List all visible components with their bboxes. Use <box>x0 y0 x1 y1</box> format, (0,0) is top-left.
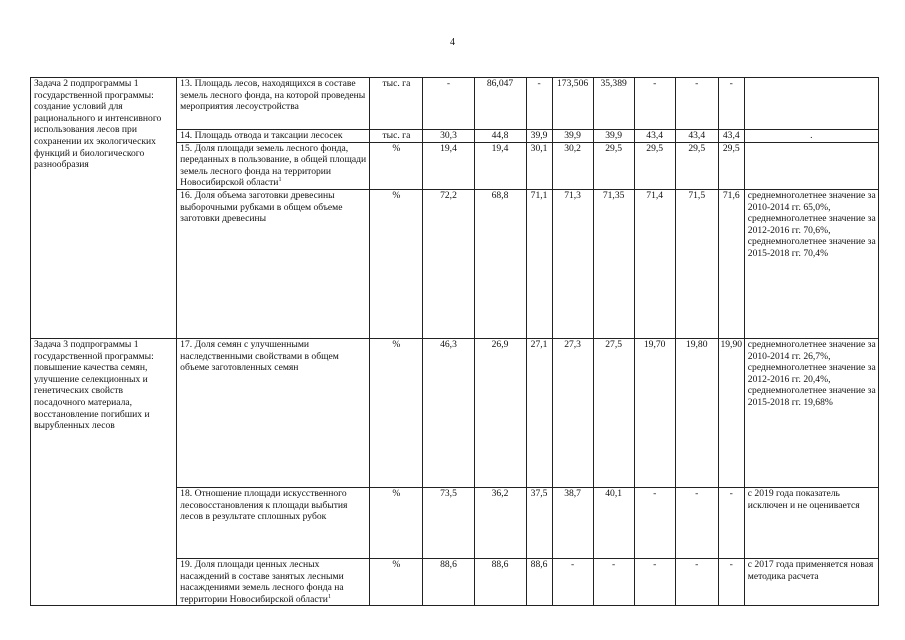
value-cell: 19,70 <box>634 338 675 487</box>
value-cell: 71,4 <box>634 189 675 338</box>
value-cell: 19,4 <box>423 142 474 189</box>
note-cell: с 2017 года применяется новая методика расчета <box>744 558 878 605</box>
note-cell: среднемноголетнее значение за 2010-2014 гг. 65,0%, среднемноголетнее значение за 2012-2016 гг. 70,6%, среднемноголетнее значение за 2015-2018 гг. 70,4% <box>744 189 878 338</box>
value-cell: - <box>634 78 675 130</box>
value-cell: - <box>423 78 474 130</box>
indicator-text: 15. Доля площади земель лесного фонда, переданных в пользование, в общей площади земель лесного фонда на территории Новосибирской области <box>180 142 367 189</box>
value-cell: 29,5 <box>718 142 744 189</box>
value-cell: 39,9 <box>552 130 593 143</box>
value-cell: 88,6 <box>474 558 526 605</box>
indicator-cell: 18. Отношение площади искусственного лесовосстановления к площади выбытия лесов в результате сплошных рубок <box>177 487 370 558</box>
indicator-cell <box>177 142 370 189</box>
unit-cell: % <box>370 142 423 189</box>
value-cell: 37,5 <box>526 487 552 558</box>
indicators-table <box>30 77 879 606</box>
unit-cell: % <box>370 487 423 558</box>
value-cell: 73,5 <box>423 487 474 558</box>
note-cell <box>744 78 878 130</box>
indicator-cell: 14. Площадь отвода и таксации лесосек <box>177 130 370 143</box>
value-cell: 27,1 <box>526 338 552 487</box>
value-cell: 19,80 <box>675 338 718 487</box>
value-cell: 68,8 <box>474 189 526 338</box>
value-cell: 19,90 <box>718 338 744 487</box>
value-cell: 27,5 <box>593 338 634 487</box>
value-cell: - <box>675 78 718 130</box>
value-cell: 88,6 <box>423 558 474 605</box>
value-cell: 29,5 <box>675 142 718 189</box>
value-cell: - <box>718 78 744 130</box>
table-row <box>31 78 879 130</box>
value-cell: - <box>675 558 718 605</box>
value-cell: 72,2 <box>423 189 474 338</box>
value-cell: - <box>634 558 675 605</box>
note-cell: с 2019 года показатель исключен и не оценивается <box>744 487 878 558</box>
value-cell: - <box>718 558 744 605</box>
value-cell: 46,3 <box>423 338 474 487</box>
value-cell: 35,389 <box>593 78 634 130</box>
value-cell: 86,047 <box>474 78 526 130</box>
value-cell: 43,4 <box>634 130 675 143</box>
value-cell: 71,35 <box>593 189 634 338</box>
page-number: 4 <box>450 37 455 48</box>
value-cell: 43,4 <box>718 130 744 143</box>
value-cell: 38,7 <box>552 487 593 558</box>
value-cell: - <box>593 558 634 605</box>
value-cell: 44,8 <box>474 130 526 143</box>
unit-cell: % <box>370 189 423 338</box>
note-cell <box>744 142 878 189</box>
value-cell: 27,3 <box>552 338 593 487</box>
value-cell: 71,3 <box>552 189 593 338</box>
value-cell: 39,9 <box>593 130 634 143</box>
indicator-cell <box>177 558 370 605</box>
note-cell: среднемноголетнее значение за 2010-2014 гг. 26,7%, среднемноголетнее значение за 2012-2016 гг. 20,4%, среднемноголетнее значение за 2015-2018 гг. 19,68% <box>744 338 878 487</box>
task-cell: Задача 2 подпрограммы 1 государственной программы: создание условий для рационального и интенсивного использования лесов при сохранении их экологических функций и биологического разнообразия <box>31 78 177 339</box>
value-cell: - <box>634 487 675 558</box>
value-cell: 71,5 <box>675 189 718 338</box>
value-cell: - <box>552 558 593 605</box>
value-cell: - <box>675 487 718 558</box>
task-cell: Задача 3 подпрограммы 1 государственной программы: повышение качества семян, улучшение селекционных и генетических свойств посадочного материала, восстановление погибших и вырубленных лесов <box>31 338 177 605</box>
indicator-cell: 13. Площадь лесов, находящихся в составе земель лесного фонда, на которой проведены мероприятия лесоустройства <box>177 78 370 130</box>
unit-cell: % <box>370 338 423 487</box>
value-cell: 26,9 <box>474 338 526 487</box>
indicator-cell: 16. Доля объема заготовки древесины выборочными рубками в общем объеме заготовки древесины <box>177 189 370 338</box>
note-cell: . <box>744 130 878 143</box>
unit-cell: % <box>370 558 423 605</box>
value-cell: 173,506 <box>552 78 593 130</box>
table-row <box>31 338 879 487</box>
value-cell: 30,2 <box>552 142 593 189</box>
value-cell: 19,4 <box>474 142 526 189</box>
value-cell: 29,5 <box>593 142 634 189</box>
indicator-text: 19. Доля площади ценных лесных насаждений в составе занятых лесными насаждениями земель лесного фонда на территории Новосибирской области <box>180 558 344 605</box>
unit-cell: тыс. га <box>370 130 423 143</box>
value-cell: 29,5 <box>634 142 675 189</box>
value-cell: 43,4 <box>675 130 718 143</box>
value-cell: 40,1 <box>593 487 634 558</box>
footnote-mark: 1 <box>327 593 331 600</box>
value-cell: 88,6 <box>526 558 552 605</box>
footnote-mark: 1 <box>278 177 282 184</box>
value-cell: 39,9 <box>526 130 552 143</box>
value-cell: 71,6 <box>718 189 744 338</box>
value-cell: 30,3 <box>423 130 474 143</box>
value-cell: 36,2 <box>474 487 526 558</box>
value-cell: 71,1 <box>526 189 552 338</box>
indicator-cell: 17. Доля семян с улучшенными наследственными свойствами в общем объеме заготовленных семян <box>177 338 370 487</box>
value-cell: - <box>718 487 744 558</box>
value-cell: - <box>526 78 552 130</box>
value-cell: 30,1 <box>526 142 552 189</box>
unit-cell: тыс. га <box>370 78 423 130</box>
